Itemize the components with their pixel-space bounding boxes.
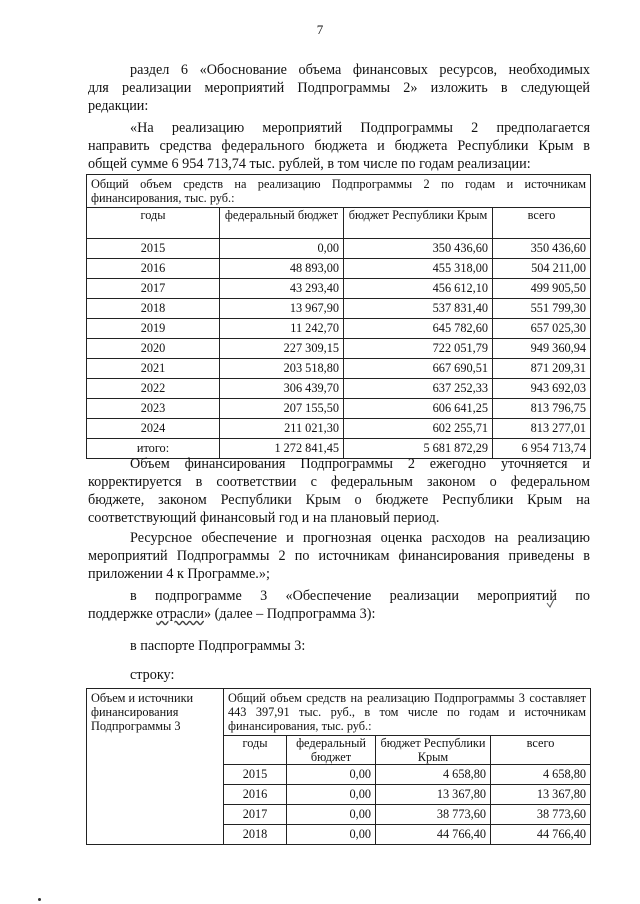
- cell-year: 2017: [224, 805, 287, 825]
- cell-total: 13 367,80: [491, 785, 591, 805]
- para2-line-4: соответствующий финансовый год и на плановый период.: [88, 510, 440, 526]
- cell-crimea: 602 255,71: [344, 419, 493, 439]
- cell-federal: 306 439,70: [220, 379, 344, 399]
- cell-total: 949 360,94: [493, 339, 591, 359]
- cell-crimea: 537 831,40: [344, 299, 493, 319]
- cell-total: 504 211,00: [493, 259, 591, 279]
- table-row: [87, 419, 591, 439]
- para3-line-3: приложении 4 к Программе.»;: [88, 566, 270, 582]
- cell-federal: 0,00: [287, 785, 376, 805]
- cell-total-label: итого:: [87, 439, 220, 459]
- cell-crimea: 13 367,80: [376, 785, 491, 805]
- cell-total: 813 796,75: [493, 399, 591, 419]
- cell-federal: 13 967,90: [220, 299, 344, 319]
- para3-line-2: мероприятий Подпрограммы 2 по источникам финансирования приведены в: [88, 548, 590, 564]
- cell-total: 871 209,31: [493, 359, 591, 379]
- para2-line-2: корректируется в соответствии с федеральным законом о федеральном: [88, 474, 590, 490]
- cell-year: 2016: [224, 785, 287, 805]
- cell-year: 2015: [87, 239, 220, 259]
- cell-total: 499 905,50: [493, 279, 591, 299]
- cell-total: 44 766,40: [491, 825, 591, 845]
- cell-year: 2018: [87, 299, 220, 319]
- cell-year: 2023: [87, 399, 220, 419]
- intro-line-3: редакции:: [88, 98, 149, 114]
- para2-line-3: бюджете, законом Республики Крым о бюджете Республики Крым на: [88, 492, 590, 508]
- cell-total: 4 658,80: [491, 765, 591, 785]
- cell-year: 2022: [87, 379, 220, 399]
- passport-caption: Общий объем средств на реализацию Подпрограммы 3 составляет 443 397,91 тыс. руб., в том числе по годам и источникам финансирования, тыс. руб.:: [224, 689, 591, 736]
- cell-total: 551 799,30: [493, 299, 591, 319]
- table-row: [87, 359, 591, 379]
- header-years: годы: [224, 736, 287, 765]
- table-header-row: [87, 208, 591, 239]
- intro-line-1: раздел 6 «Обоснование объема финансовых ресурсов, необходимых: [130, 62, 590, 78]
- cell-crimea: 5 681 872,29: [344, 439, 493, 459]
- margin-check-mark-icon: [546, 598, 555, 608]
- cell-crimea: 722 051,79: [344, 339, 493, 359]
- quote-line-3: общей сумме 6 954 713,74 тыс. рублей, в том числе по годам реализации:: [88, 156, 531, 172]
- cell-federal: 11 242,70: [220, 319, 344, 339]
- header-federal: федеральный бюджет: [220, 208, 344, 239]
- cell-federal: 207 155,50: [220, 399, 344, 419]
- cell-federal: 203 518,80: [220, 359, 344, 379]
- cell-total: 6 954 713,74: [493, 439, 591, 459]
- page-number: 7: [316, 22, 324, 37]
- cell-crimea: 350 436,60: [344, 239, 493, 259]
- header-crimea: бюджет Республики Крым: [376, 736, 491, 765]
- cell-total: 943 692,03: [493, 379, 591, 399]
- cell-year: 2021: [87, 359, 220, 379]
- cell-federal: 1 272 841,45: [220, 439, 344, 459]
- para4-line-1: в подпрограмме 3 «Обеспечение реализации мероприятий по: [130, 588, 590, 604]
- para4-line-2: [88, 606, 375, 623]
- cell-total: 38 773,60: [491, 805, 591, 825]
- cell-year: 2016: [87, 259, 220, 279]
- passport-left-label: Объем и источники финансирования Подпрограммы 3: [87, 689, 224, 845]
- header-crimea: бюджет Республики Крым: [344, 208, 493, 239]
- table-row: [87, 239, 591, 259]
- cell-federal: 48 893,00: [220, 259, 344, 279]
- table-row: [87, 379, 591, 399]
- para4-underlined-word: отрасли: [156, 606, 204, 622]
- intro-line-2: для реализации мероприятий Подпрограммы 2» изложить в следующей: [88, 80, 590, 96]
- financing-table-subprogram-2: [86, 174, 591, 459]
- cell-crimea: 38 773,60: [376, 805, 491, 825]
- cell-federal: 43 293,40: [220, 279, 344, 299]
- para2-line-1: Объем финансирования Подпрограммы 2 ежегодно уточняется и: [130, 456, 590, 472]
- passport-table-subprogram-3: [86, 688, 591, 845]
- cell-year: 2019: [87, 319, 220, 339]
- cell-total: 350 436,60: [493, 239, 591, 259]
- cell-federal: 0,00: [287, 765, 376, 785]
- cell-year: 2018: [224, 825, 287, 845]
- cell-crimea: 606 641,25: [344, 399, 493, 419]
- cell-crimea: 456 612,10: [344, 279, 493, 299]
- table-caption: Общий объем средств на реализацию Подпрограммы 2 по годам и источникам финансирования, тыс. руб.:: [87, 175, 591, 208]
- cell-year: 2020: [87, 339, 220, 359]
- header-total: всего: [491, 736, 591, 765]
- cell-crimea: 637 252,33: [344, 379, 493, 399]
- cell-crimea: 667 690,51: [344, 359, 493, 379]
- header-years: годы: [87, 208, 220, 239]
- cell-total: 813 277,01: [493, 419, 591, 439]
- table-row: [87, 319, 591, 339]
- table-row: [87, 399, 591, 419]
- cell-crimea: 44 766,40: [376, 825, 491, 845]
- cell-year: 2024: [87, 419, 220, 439]
- table-row: [87, 299, 591, 319]
- cell-crimea: 455 318,00: [344, 259, 493, 279]
- table-row: [87, 339, 591, 359]
- cell-federal: 211 021,30: [220, 419, 344, 439]
- para3-line-1: Ресурсное обеспечение и прогнозная оценка расходов на реализацию: [130, 530, 590, 546]
- para5: в паспорте Подпрограммы 3:: [130, 638, 306, 654]
- quote-line-2: направить средства федерального бюджета и бюджета Республики Крым в: [88, 138, 590, 154]
- cell-federal: 0,00: [220, 239, 344, 259]
- cell-total: 657 025,30: [493, 319, 591, 339]
- cell-year: 2015: [224, 765, 287, 785]
- para4-line-2-end: » (далее – Подпрограмма 3):: [203, 606, 376, 622]
- table-row: [87, 279, 591, 299]
- cell-year: 2017: [87, 279, 220, 299]
- cell-federal: 0,00: [287, 825, 376, 845]
- para4-line-2-start: поддержке: [88, 606, 157, 622]
- header-federal: федеральный бюджет: [287, 736, 376, 765]
- cell-crimea: 645 782,60: [344, 319, 493, 339]
- quote-line-1: «На реализацию мероприятий Подпрограммы 2 предполагается: [130, 120, 590, 136]
- cell-federal: 0,00: [287, 805, 376, 825]
- margin-dot-icon: [38, 898, 41, 901]
- table-row: [87, 259, 591, 279]
- cell-federal: 227 309,15: [220, 339, 344, 359]
- table-caption-row: [87, 175, 591, 208]
- header-total: всего: [493, 208, 591, 239]
- cell-crimea: 4 658,80: [376, 765, 491, 785]
- para6: строку:: [130, 667, 175, 683]
